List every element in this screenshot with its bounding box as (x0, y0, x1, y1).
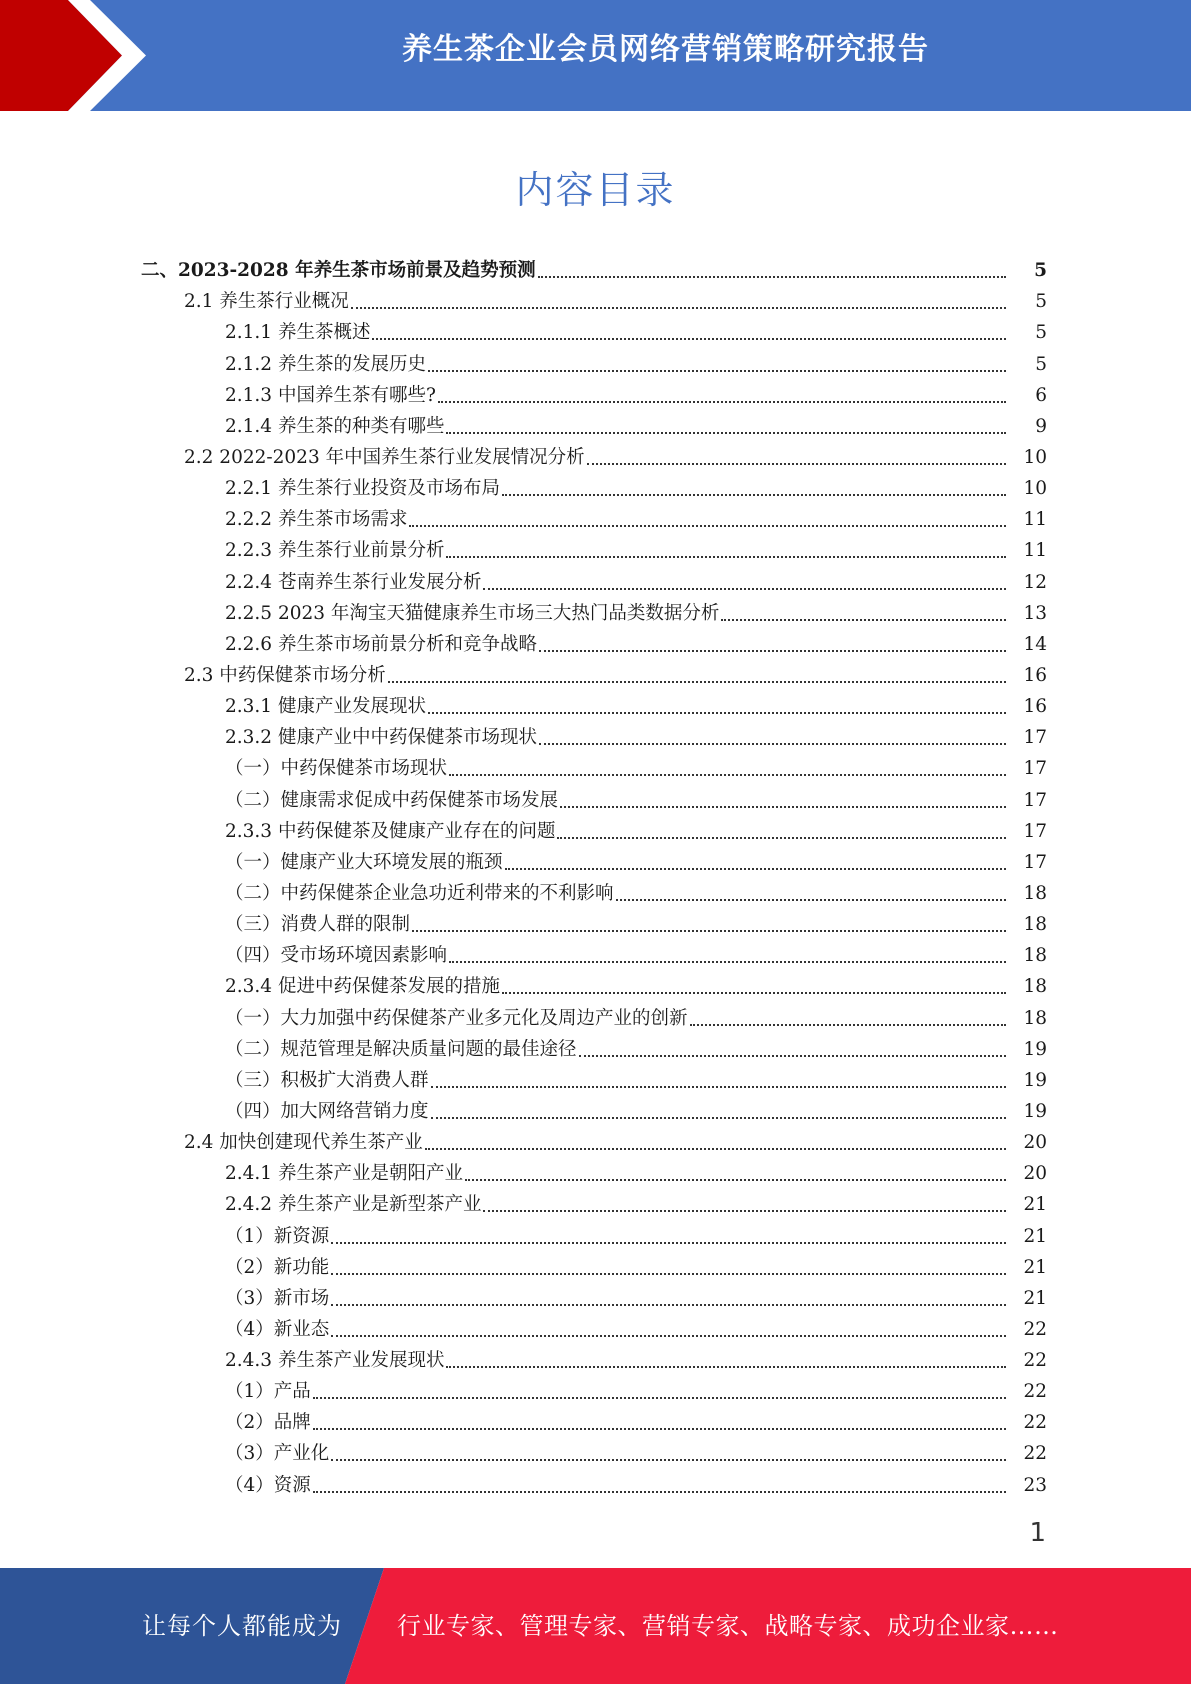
toc-entry-page: 10 (1023, 446, 1047, 468)
toc-entry-page: 21 (1023, 1194, 1047, 1216)
toc-entry-page: 19 (1023, 1100, 1047, 1122)
dot-leader (331, 1236, 1006, 1244)
dot-leader (331, 1329, 1006, 1337)
toc-entry-title: 2.3 中药保健茶市场分析 (184, 664, 386, 686)
toc-entry-title: 2.1 养生茶行业概况 (184, 291, 349, 313)
dot-leader (351, 301, 1006, 309)
dot-leader (690, 1018, 1006, 1026)
toc-entry-page: 10 (1023, 478, 1047, 500)
toc-entry-page: 6 (1035, 384, 1047, 406)
toc-entry-page: 16 (1023, 696, 1047, 718)
toc-entry-page: 11 (1023, 509, 1047, 531)
toc-entry-title: 2.1.2 养生茶的发展历史 (225, 353, 426, 375)
dot-leader (465, 1173, 1006, 1181)
toc-entry-title: （一）健康产业大环境发展的瓶颈 (225, 851, 503, 873)
dot-leader (438, 395, 1006, 403)
toc-entry[interactable] (0, 814, 1191, 845)
toc-entry[interactable] (0, 1094, 1191, 1125)
toc-entry-page: 21 (1023, 1225, 1047, 1247)
toc-entry[interactable] (0, 689, 1191, 720)
toc-entry-title: 2.4 加快创建现代养生茶产业 (184, 1132, 423, 1154)
toc-entry-page: 21 (1023, 1287, 1047, 1309)
toc-entry[interactable] (0, 876, 1191, 907)
toc-entry-title: （1）产品 (225, 1381, 311, 1403)
toc-entry[interactable] (0, 440, 1191, 471)
dot-leader (425, 1142, 1006, 1150)
dot-leader (446, 426, 1006, 434)
toc-entry-title: （二）规范管理是解决质量问题的最佳途径 (225, 1038, 577, 1060)
dot-leader (721, 613, 1006, 621)
toc-entry-title: 2.2.5 2023 年淘宝天猫健康养生市场三大热门品类数据分析 (225, 602, 720, 624)
toc-entry[interactable] (0, 1125, 1191, 1156)
dot-leader (412, 924, 1006, 932)
toc-entry[interactable] (0, 315, 1191, 346)
toc-entry-page: 5 (1035, 291, 1047, 313)
dot-leader (431, 1080, 1006, 1088)
toc-entry-page: 14 (1023, 633, 1047, 655)
toc-entry[interactable] (0, 378, 1191, 409)
toc-entry[interactable] (0, 1405, 1191, 1436)
toc-entry-title: 2.3.1 健康产业发展现状 (225, 696, 426, 718)
toc-entry-title: 2.1.4 养生茶的种类有哪些 (225, 415, 445, 437)
toc-entry-title: 2.4.2 养生茶产业是新型茶产业 (225, 1194, 482, 1216)
toc-entry-title: （一）中药保健茶市场现状 (225, 758, 448, 780)
toc-entry-page: 18 (1023, 1007, 1047, 1029)
toc-entry-page: 17 (1023, 789, 1047, 811)
toc-heading: 内容目录 (515, 168, 676, 212)
report-header (0, 0, 1191, 111)
toc-entry-page: 18 (1023, 914, 1047, 936)
chevron-arrow-logo (0, 0, 160, 111)
toc-entry[interactable] (0, 1000, 1191, 1031)
toc-entry[interactable] (0, 1436, 1191, 1467)
toc-entry-page: 11 (1023, 540, 1047, 562)
toc-entry-title: （3）新市场 (225, 1287, 330, 1309)
toc-entry-title: 2.3.3 中药保健茶及健康产业存在的问题 (225, 820, 556, 842)
toc-entry[interactable] (0, 564, 1191, 595)
toc-entry-title: （三）消费人群的限制 (225, 914, 411, 936)
toc-entry-title: 2.2.3 养生茶行业前景分析 (225, 540, 445, 562)
dot-leader (587, 457, 1006, 465)
toc-entry-page: 18 (1023, 882, 1047, 904)
toc-entry-title: 2.2.4 苍南养生茶行业发展分析 (225, 571, 482, 593)
toc-entry-page: 17 (1023, 727, 1047, 749)
dot-leader (313, 1391, 1006, 1399)
footer-slogan-right: 行业专家、管理专家、营销专家、战略专家、成功企业家…… (397, 1612, 1059, 1640)
toc-entry[interactable] (0, 409, 1191, 440)
toc-entry-page: 5 (1034, 260, 1047, 282)
footer-banner (0, 1568, 1191, 1684)
dot-leader (449, 955, 1006, 963)
dot-leader (483, 582, 1006, 590)
toc-entry-title: 2.4.3 养生茶产业发展现状 (225, 1350, 445, 1372)
toc-entry-title: 2.2 2022-2023 年中国养生茶行业发展情况分析 (184, 446, 585, 468)
toc-entry-title: （四）受市场环境因素影响 (225, 945, 448, 967)
toc-entry-title: （1）新资源 (225, 1225, 330, 1247)
dot-leader (446, 550, 1006, 558)
toc-entry[interactable] (0, 1187, 1191, 1218)
toc-entry-page: 21 (1023, 1256, 1047, 1278)
dot-leader (331, 1267, 1006, 1275)
toc-entry[interactable] (0, 1312, 1191, 1343)
dot-leader (409, 519, 1006, 527)
toc-entry[interactable] (0, 782, 1191, 813)
toc-entry-page: 18 (1023, 976, 1047, 998)
toc-entry[interactable] (0, 502, 1191, 533)
toc-entry-title: 2.2.2 养生茶市场需求 (225, 509, 408, 531)
toc-entry[interactable] (0, 471, 1191, 502)
dot-leader (502, 986, 1006, 994)
toc-entry[interactable] (0, 1063, 1191, 1094)
dot-leader (428, 364, 1006, 372)
dot-leader (428, 706, 1006, 714)
toc-entry[interactable] (0, 1343, 1191, 1374)
toc-entry-page: 20 (1023, 1163, 1047, 1185)
toc-entry-page: 19 (1023, 1038, 1047, 1060)
toc-entry-page: 20 (1023, 1132, 1047, 1154)
toc-entry[interactable] (0, 1156, 1191, 1187)
toc-entry-title: 2.4.1 养生茶产业是朝阳产业 (225, 1163, 463, 1185)
toc-entry[interactable] (0, 346, 1191, 377)
toc-entry-title: 2.3.2 健康产业中中药保健茶市场现状 (225, 727, 537, 749)
dot-leader (446, 1360, 1006, 1368)
toc-entry-title: （3）产业化 (225, 1443, 330, 1465)
dot-leader (372, 332, 1006, 340)
toc-entry-page: 22 (1023, 1412, 1047, 1434)
dot-leader (502, 488, 1006, 496)
dot-leader (331, 1453, 1006, 1461)
toc-entry-page: 5 (1035, 322, 1047, 344)
toc-entry-title: （4）资源 (225, 1474, 311, 1496)
dot-leader (449, 768, 1006, 776)
toc-entry-title: 二、2023-2028 年养生茶市场前景及趋势预测 (141, 260, 536, 282)
toc-entry-title: （2）品牌 (225, 1412, 311, 1434)
toc-entry-title: （二）中药保健茶企业急功近利带来的不利影响 (225, 882, 614, 904)
dot-leader (431, 1111, 1006, 1119)
toc-entry-page: 17 (1023, 851, 1047, 873)
toc-entry[interactable] (0, 284, 1191, 315)
dot-leader (483, 1204, 1006, 1212)
toc-entry[interactable] (0, 1032, 1191, 1063)
toc-entry[interactable] (0, 658, 1191, 689)
toc-entry-title: （4）新业态 (225, 1318, 330, 1340)
toc-entry[interactable] (0, 751, 1191, 782)
toc-entry-page: 22 (1023, 1443, 1047, 1465)
dot-leader (560, 800, 1006, 808)
dot-leader (539, 737, 1006, 745)
dot-leader (505, 862, 1006, 870)
toc-entry-title: 2.2.6 养生茶市场前景分析和竞争战略 (225, 633, 537, 655)
toc-entry-title: 2.3.4 促进中药保健茶发展的措施 (225, 976, 500, 998)
dot-leader (616, 893, 1006, 901)
toc-entry[interactable] (0, 720, 1191, 751)
table-of-contents (0, 253, 1191, 1499)
toc-entry-title: （四）加大网络营销力度 (225, 1100, 429, 1122)
toc-entry-page: 19 (1023, 1069, 1047, 1091)
toc-entry[interactable] (0, 1374, 1191, 1405)
toc-entry-page: 17 (1023, 820, 1047, 842)
dot-leader (539, 644, 1006, 652)
toc-entry[interactable] (0, 907, 1191, 938)
dot-leader (388, 675, 1006, 683)
dot-leader (538, 270, 1006, 278)
toc-entry-title: （三）积极扩大消费人群 (225, 1069, 429, 1091)
toc-entry-page: 22 (1023, 1318, 1047, 1340)
toc-entry-page: 13 (1023, 602, 1047, 624)
toc-entry-page: 22 (1023, 1381, 1047, 1403)
toc-entry[interactable] (0, 969, 1191, 1000)
toc-entry-title: （2）新功能 (225, 1256, 330, 1278)
toc-entry-page: 22 (1023, 1350, 1047, 1372)
toc-entry[interactable] (0, 253, 1191, 284)
toc-entry-page: 12 (1023, 571, 1047, 593)
toc-entry[interactable] (0, 938, 1191, 969)
toc-entry[interactable] (0, 627, 1191, 658)
toc-entry-page: 5 (1035, 353, 1047, 375)
toc-entry-title: 2.1.1 养生茶概述 (225, 322, 371, 344)
toc-entry-page: 16 (1023, 664, 1047, 686)
toc-entry-title: 2.2.1 养生茶行业投资及市场布局 (225, 478, 500, 500)
toc-entry[interactable] (0, 533, 1191, 564)
toc-entry[interactable] (0, 596, 1191, 627)
toc-entry-page: 9 (1035, 415, 1047, 437)
dot-leader (313, 1422, 1006, 1430)
dot-leader (313, 1485, 1006, 1493)
toc-entry[interactable] (0, 1467, 1191, 1498)
toc-entry-page: 18 (1023, 945, 1047, 967)
toc-entry-page: 23 (1023, 1474, 1047, 1496)
toc-entry-page: 17 (1023, 758, 1047, 780)
toc-entry[interactable] (0, 1250, 1191, 1281)
page-number: 1 (1029, 1518, 1046, 1548)
report-title: 养生茶企业会员网络营销策略研究报告 (402, 32, 929, 67)
footer-slogan-left: 让每个人都能成为 (142, 1612, 342, 1640)
toc-entry-title: 2.1.3 中国养生茶有哪些? (225, 384, 436, 406)
dot-leader (331, 1298, 1006, 1306)
toc-entry[interactable] (0, 1218, 1191, 1249)
toc-entry-title: （二）健康需求促成中药保健茶市场发展 (225, 789, 559, 811)
toc-entry[interactable] (0, 1281, 1191, 1312)
dot-leader (557, 831, 1006, 839)
dot-leader (579, 1049, 1006, 1057)
toc-entry-title: （一）大力加强中药保健茶产业多元化及周边产业的创新 (225, 1007, 688, 1029)
toc-entry[interactable] (0, 845, 1191, 876)
